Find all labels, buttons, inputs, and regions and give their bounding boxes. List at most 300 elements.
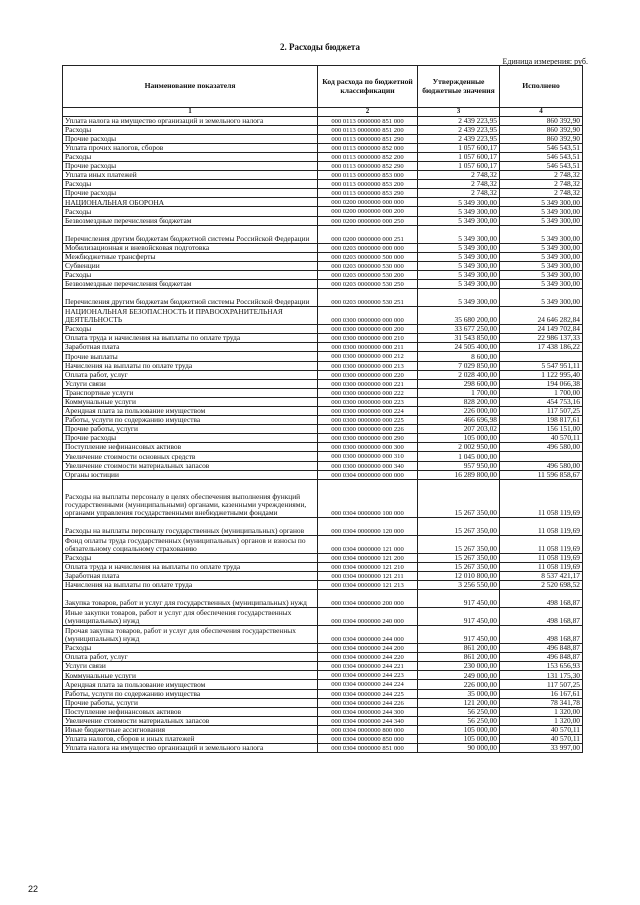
row-name: Уплата налогов, сборов и иных платежей <box>63 735 318 744</box>
row-executed: 1 700,00 <box>500 388 583 397</box>
row-executed: 33 997,00 <box>500 744 583 753</box>
row-approved: 105 000,00 <box>418 735 500 744</box>
row-approved: 90 000,00 <box>418 744 500 753</box>
table-row <box>63 207 583 216</box>
table-row <box>63 562 583 571</box>
table-row <box>63 198 583 207</box>
table-row <box>63 626 583 644</box>
table-row <box>63 406 583 415</box>
row-code: 000 0203 0000000 530 250 <box>318 280 418 289</box>
row-executed: 131 175,30 <box>500 671 583 680</box>
row-executed: 117 507,25 <box>500 406 583 415</box>
row-approved: 12 010 800,00 <box>418 571 500 580</box>
row-approved: 15 267 350,00 <box>418 479 500 517</box>
row-code: 000 0300 0000000 000 340 <box>318 461 418 470</box>
row-approved: 35 680 200,00 <box>418 307 500 325</box>
row-name: Услуги связи <box>63 379 318 388</box>
row-executed: 5 349 300,00 <box>500 207 583 216</box>
row-name: НАЦИОНАЛЬНАЯ БЕЗОПАСНОСТЬ И ПРАВООХРАНИТЕЛЬНАЯ ДЕЯТЕЛЬНОСТЬ <box>63 307 318 325</box>
row-approved: 5 349 300,00 <box>418 207 500 216</box>
row-name: Коммунальные услуги <box>63 671 318 680</box>
row-executed: 198 817,61 <box>500 416 583 425</box>
row-code: 000 0200 0000000 000 200 <box>318 207 418 216</box>
row-approved: 861 200,00 <box>418 653 500 662</box>
table-row <box>63 517 583 535</box>
row-code: 000 0113 0000000 853 290 <box>318 189 418 198</box>
row-code: 000 0300 0000000 000 211 <box>318 343 418 352</box>
row-approved: 15 267 350,00 <box>418 562 500 571</box>
col-number-2: 2 <box>318 108 418 117</box>
header-name: Наименование показателя <box>63 66 318 108</box>
row-approved: 1 057 600,17 <box>418 152 500 161</box>
row-name: Начисления на выплаты по оплате труда <box>63 581 318 590</box>
row-executed: 546 543,51 <box>500 143 583 152</box>
row-executed: 11 058 119,69 <box>500 517 583 535</box>
row-executed: 496 580,00 <box>500 461 583 470</box>
row-approved: 2 748,32 <box>418 180 500 189</box>
row-executed: 5 349 300,00 <box>500 216 583 225</box>
row-approved: 230 000,00 <box>418 662 500 671</box>
row-approved: 5 349 300,00 <box>418 243 500 252</box>
row-code: 000 0304 0000000 244 221 <box>318 662 418 671</box>
row-name: Безвозмездные перечисления бюджетам <box>63 216 318 225</box>
table-row <box>63 416 583 425</box>
row-approved: 16 289 800,00 <box>418 470 500 479</box>
row-name: Расходы <box>63 125 318 134</box>
row-code: 000 0300 0000000 000 290 <box>318 434 418 443</box>
row-executed: 546 543,51 <box>500 152 583 161</box>
row-name: Расходы <box>63 270 318 279</box>
row-approved: 3 256 550,00 <box>418 581 500 590</box>
table-row <box>63 725 583 734</box>
row-code: 000 0304 0000000 244 200 <box>318 644 418 653</box>
row-name: Увеличение стоимости материальных запасов <box>63 461 318 470</box>
row-executed: 40 570,11 <box>500 434 583 443</box>
table-row <box>63 653 583 662</box>
row-name: Расходы на выплаты персоналу в целях обеспечения выполнения функций государственными (муниципальными) органами, казенными учреждениями, органами управления государственными внебюджетными фондами <box>63 479 318 517</box>
row-code: 000 0304 0000000 121 000 <box>318 535 418 553</box>
row-name: Коммунальные услуги <box>63 397 318 406</box>
row-code: 000 0304 0000000 244 226 <box>318 698 418 707</box>
row-code: 000 0200 0000000 000 000 <box>318 198 418 207</box>
row-executed: 5 349 300,00 <box>500 243 583 252</box>
row-code: 000 0113 0000000 851 290 <box>318 134 418 143</box>
header-approved: Утвержденные бюджетные значения <box>418 66 500 108</box>
table-row <box>63 334 583 343</box>
row-name: Уплата налога на имущество организаций и земельного налога <box>63 116 318 125</box>
row-executed: 498 168,87 <box>500 590 583 608</box>
table-row <box>63 744 583 753</box>
row-code: 000 0300 0000000 000 300 <box>318 443 418 452</box>
row-executed: 5 349 300,00 <box>500 261 583 270</box>
row-code: 000 0300 0000000 000 210 <box>318 334 418 343</box>
row-code: 000 0304 0000000 121 211 <box>318 571 418 580</box>
row-name: Расходы <box>63 180 318 189</box>
table-row <box>63 252 583 261</box>
row-approved: 861 200,00 <box>418 644 500 653</box>
row-code: 000 0304 0000000 244 300 <box>318 707 418 716</box>
row-name: Прочие расходы <box>63 162 318 171</box>
row-code: 000 0300 0000000 000 221 <box>318 379 418 388</box>
row-name: Мобилизационная и вневойсковая подготовка <box>63 243 318 252</box>
row-code: 000 0304 0000000 244 225 <box>318 689 418 698</box>
row-code: 000 0203 0000000 530 000 <box>318 261 418 270</box>
row-executed <box>500 352 583 361</box>
row-name: Расходы <box>63 553 318 562</box>
row-approved: 957 950,00 <box>418 461 500 470</box>
row-code: 000 0304 0000000 200 000 <box>318 590 418 608</box>
table-row <box>63 134 583 143</box>
row-approved: 56 250,00 <box>418 716 500 725</box>
row-executed: 496 848,87 <box>500 644 583 653</box>
row-code: 000 0304 0000000 244 224 <box>318 680 418 689</box>
row-approved: 2 748,32 <box>418 171 500 180</box>
row-executed: 860 392,90 <box>500 134 583 143</box>
row-approved: 8 600,00 <box>418 352 500 361</box>
row-approved: 2 748,32 <box>418 189 500 198</box>
row-executed: 153 656,93 <box>500 662 583 671</box>
col-number-3: 3 <box>418 108 500 117</box>
table-row <box>63 162 583 171</box>
row-approved: 5 349 300,00 <box>418 225 500 243</box>
row-name: Заработная плата <box>63 343 318 352</box>
table-row <box>63 397 583 406</box>
row-code: 000 0113 0000000 852 200 <box>318 152 418 161</box>
row-executed: 78 341,78 <box>500 698 583 707</box>
table-row <box>63 707 583 716</box>
row-executed: 5 349 300,00 <box>500 270 583 279</box>
row-executed: 454 753,16 <box>500 397 583 406</box>
table-row <box>63 425 583 434</box>
row-code: 000 0304 0000000 120 000 <box>318 517 418 535</box>
table-row <box>63 243 583 252</box>
table-row <box>63 689 583 698</box>
row-code: 000 0113 0000000 851 200 <box>318 125 418 134</box>
row-approved: 207 203,02 <box>418 425 500 434</box>
row-executed: 1 320,00 <box>500 707 583 716</box>
row-approved: 5 349 300,00 <box>418 261 500 270</box>
table-row <box>63 388 583 397</box>
row-approved: 15 267 350,00 <box>418 517 500 535</box>
table-row <box>63 143 583 152</box>
row-code: 000 0304 0000000 850 000 <box>318 735 418 744</box>
row-name: Увеличение стоимости основных средств <box>63 452 318 461</box>
row-executed: 496 580,00 <box>500 443 583 452</box>
table-row <box>63 261 583 270</box>
row-name: Начисления на выплаты по оплате труда <box>63 361 318 370</box>
row-approved: 105 000,00 <box>418 725 500 734</box>
row-approved: 31 543 850,00 <box>418 334 500 343</box>
row-executed: 2 748,32 <box>500 171 583 180</box>
row-executed: 1 320,00 <box>500 716 583 725</box>
row-approved: 1 057 600,17 <box>418 162 500 171</box>
row-approved: 15 267 350,00 <box>418 553 500 562</box>
row-code: 000 0304 0000000 100 000 <box>318 479 418 517</box>
row-code: 000 0304 0000000 121 200 <box>318 553 418 562</box>
row-executed: 1 122 995,40 <box>500 370 583 379</box>
row-name: Работы, услуги по содержанию имущества <box>63 689 318 698</box>
row-name: Прочие работы, услуги <box>63 698 318 707</box>
table-row <box>63 535 583 553</box>
row-name: Безвозмездные перечисления бюджетам <box>63 280 318 289</box>
table-row <box>63 571 583 580</box>
row-executed: 2 748,32 <box>500 189 583 198</box>
table-row <box>63 307 583 325</box>
table-row <box>63 581 583 590</box>
table-row <box>63 370 583 379</box>
row-code: 000 0300 0000000 000 224 <box>318 406 418 415</box>
row-code: 000 0304 0000000 244 220 <box>318 653 418 662</box>
row-executed: 5 349 300,00 <box>500 198 583 207</box>
row-code: 000 0304 0000000 244 340 <box>318 716 418 725</box>
row-approved: 56 250,00 <box>418 707 500 716</box>
row-code: 000 0300 0000000 000 226 <box>318 425 418 434</box>
row-name: Расходы <box>63 644 318 653</box>
row-code: 000 0300 0000000 000 212 <box>318 352 418 361</box>
row-executed: 16 167,61 <box>500 689 583 698</box>
row-code: 000 0300 0000000 000 000 <box>318 307 418 325</box>
row-approved: 917 450,00 <box>418 590 500 608</box>
row-name: Расходы <box>63 152 318 161</box>
table-row <box>63 443 583 452</box>
row-approved: 2 439 223,95 <box>418 116 500 125</box>
row-executed: 11 058 119,69 <box>500 562 583 571</box>
row-approved: 35 000,00 <box>418 689 500 698</box>
table-body <box>63 116 583 753</box>
table-row <box>63 116 583 125</box>
row-code: 000 0300 0000000 000 220 <box>318 370 418 379</box>
row-approved: 466 696,98 <box>418 416 500 425</box>
row-code: 000 0203 0000000 500 000 <box>318 252 418 261</box>
row-approved: 828 200,00 <box>418 397 500 406</box>
table-row <box>63 461 583 470</box>
row-name: Уплата прочих налогов, сборов <box>63 143 318 152</box>
row-code: 000 0304 0000000 244 223 <box>318 671 418 680</box>
row-executed: 24 646 282,84 <box>500 307 583 325</box>
col-number-4: 4 <box>500 108 583 117</box>
row-code: 000 0300 0000000 000 213 <box>318 361 418 370</box>
table-row <box>63 180 583 189</box>
row-approved: 5 349 300,00 <box>418 198 500 207</box>
row-executed: 194 066,38 <box>500 379 583 388</box>
table-row <box>63 379 583 388</box>
table-row <box>63 189 583 198</box>
row-code: 000 0300 0000000 000 310 <box>318 452 418 461</box>
row-code: 000 0200 0000000 000 250 <box>318 216 418 225</box>
row-executed: 5 349 300,00 <box>500 289 583 307</box>
row-executed: 24 149 702,84 <box>500 325 583 334</box>
table-row <box>63 352 583 361</box>
row-code: 000 0304 0000000 800 000 <box>318 725 418 734</box>
table-row <box>63 361 583 370</box>
row-executed: 11 596 858,67 <box>500 470 583 479</box>
col-number-1: 1 <box>63 108 318 117</box>
row-name: Закупка товаров, работ и услуг для государственных (муниципальных) нужд <box>63 590 318 608</box>
row-approved: 2 028 400,00 <box>418 370 500 379</box>
table-row <box>63 434 583 443</box>
row-name: Оплата труда и начисления на выплаты по оплате труда <box>63 562 318 571</box>
row-executed: 5 547 951,11 <box>500 361 583 370</box>
row-name: Прочие расходы <box>63 434 318 443</box>
row-approved: 24 505 400,00 <box>418 343 500 352</box>
row-executed: 11 058 119,69 <box>500 535 583 553</box>
table-row <box>63 735 583 744</box>
table-row <box>63 216 583 225</box>
row-executed: 496 848,87 <box>500 653 583 662</box>
table-row <box>63 343 583 352</box>
row-executed: 40 570,11 <box>500 725 583 734</box>
header-code: Код расхода по бюджетной классификации <box>318 66 418 108</box>
row-name: Перечисления другим бюджетам бюджетной системы Российской Федерации <box>63 225 318 243</box>
expenditure-table <box>62 65 583 753</box>
row-code: 000 0304 0000000 121 210 <box>318 562 418 571</box>
row-name: Уплата иных платежей <box>63 171 318 180</box>
header-executed: Исполнено <box>500 66 583 108</box>
row-code: 000 0203 0000000 530 200 <box>318 270 418 279</box>
row-name: Работы, услуги по содержанию имущества <box>63 416 318 425</box>
row-executed: 2 520 698,52 <box>500 581 583 590</box>
page-number: 22 <box>28 884 39 894</box>
table-row <box>63 553 583 562</box>
row-executed: 117 507,25 <box>500 680 583 689</box>
row-approved: 2 002 950,00 <box>418 443 500 452</box>
row-name: Поступление нефинансовых активов <box>63 443 318 452</box>
row-name: Прочие расходы <box>63 134 318 143</box>
table-row <box>63 325 583 334</box>
row-executed: 546 543,51 <box>500 162 583 171</box>
row-name: Поступление нефинансовых активов <box>63 707 318 716</box>
row-approved: 1 700,00 <box>418 388 500 397</box>
row-name: Оплата работ, услуг <box>63 370 318 379</box>
row-approved: 2 439 223,95 <box>418 134 500 143</box>
row-approved: 5 349 300,00 <box>418 270 500 279</box>
row-code: 000 0113 0000000 851 000 <box>318 116 418 125</box>
row-name: Услуги связи <box>63 662 318 671</box>
row-code: 000 0200 0000000 000 251 <box>318 225 418 243</box>
row-approved: 121 200,00 <box>418 698 500 707</box>
row-executed: 498 168,87 <box>500 626 583 644</box>
row-approved: 15 267 350,00 <box>418 535 500 553</box>
row-approved: 105 000,00 <box>418 434 500 443</box>
row-code: 000 0300 0000000 000 225 <box>318 416 418 425</box>
row-code: 000 0300 0000000 000 223 <box>318 397 418 406</box>
row-executed: 17 438 186,22 <box>500 343 583 352</box>
row-code: 000 0304 0000000 240 000 <box>318 608 418 626</box>
row-name: Прочие работы, услуги <box>63 425 318 434</box>
row-approved: 1 045 000,00 <box>418 452 500 461</box>
row-approved: 249 000,00 <box>418 671 500 680</box>
row-executed: 11 058 119,69 <box>500 479 583 517</box>
row-approved: 1 057 600,17 <box>418 143 500 152</box>
row-approved: 226 000,00 <box>418 406 500 415</box>
row-code: 000 0203 0000000 530 251 <box>318 289 418 307</box>
row-approved: 298 600,00 <box>418 379 500 388</box>
row-executed: 8 537 421,17 <box>500 571 583 580</box>
table-row <box>63 716 583 725</box>
table-row <box>63 289 583 307</box>
row-code: 000 0113 0000000 853 000 <box>318 171 418 180</box>
row-name: Иные закупки товаров, работ и услуг для обеспечения государственных (муниципальных) нужд <box>63 608 318 626</box>
row-name: Расходы <box>63 325 318 334</box>
row-code: 000 0113 0000000 853 200 <box>318 180 418 189</box>
row-name: Транспортные услуги <box>63 388 318 397</box>
row-name: Расходы <box>63 207 318 216</box>
row-approved: 226 000,00 <box>418 680 500 689</box>
row-approved: 917 450,00 <box>418 608 500 626</box>
row-executed: 860 392,90 <box>500 116 583 125</box>
row-executed: 2 748,32 <box>500 180 583 189</box>
table-row <box>63 125 583 134</box>
row-executed: 22 986 137,33 <box>500 334 583 343</box>
row-approved: 917 450,00 <box>418 626 500 644</box>
row-code: 000 0113 0000000 852 290 <box>318 162 418 171</box>
row-name: Заработная плата <box>63 571 318 580</box>
row-executed: 860 392,90 <box>500 125 583 134</box>
row-name: Межбюджетные трансферты <box>63 252 318 261</box>
table-row <box>63 680 583 689</box>
unit-label: Единица измерения: руб. <box>502 57 588 66</box>
table-row <box>63 270 583 279</box>
row-name: Субвенции <box>63 261 318 270</box>
row-approved: 33 677 250,00 <box>418 325 500 334</box>
row-approved: 7 029 850,00 <box>418 361 500 370</box>
row-executed: 498 168,87 <box>500 608 583 626</box>
row-approved: 2 439 223,95 <box>418 125 500 134</box>
row-executed: 11 058 119,69 <box>500 553 583 562</box>
row-approved: 5 349 300,00 <box>418 280 500 289</box>
row-code: 000 0304 0000000 121 213 <box>318 581 418 590</box>
row-code: 000 0304 0000000 851 000 <box>318 744 418 753</box>
row-name: Перечисления другим бюджетам бюджетной системы Российской Федерации <box>63 289 318 307</box>
row-name: Оплата работ, услуг <box>63 653 318 662</box>
row-name: Органы юстиции <box>63 470 318 479</box>
row-code: 000 0304 0000000 000 000 <box>318 470 418 479</box>
table-row <box>63 225 583 243</box>
row-name: НАЦИОНАЛЬНАЯ ОБОРОНА <box>63 198 318 207</box>
table-row <box>63 590 583 608</box>
row-executed: 40 570,11 <box>500 735 583 744</box>
table-row <box>63 662 583 671</box>
row-name: Уплата налога на имущество организаций и земельного налога <box>63 744 318 753</box>
row-code: 000 0300 0000000 000 200 <box>318 325 418 334</box>
table-row <box>63 671 583 680</box>
row-executed: 5 349 300,00 <box>500 280 583 289</box>
row-executed: 5 349 300,00 <box>500 225 583 243</box>
page-title: 2. Расходы бюджета <box>280 42 360 52</box>
row-approved: 5 349 300,00 <box>418 216 500 225</box>
table-row <box>63 644 583 653</box>
row-name: Прочие расходы <box>63 189 318 198</box>
row-executed: 5 349 300,00 <box>500 252 583 261</box>
row-name: Прочая закупка товаров, работ и услуг для обеспечения государственных (муниципальных) нужд <box>63 626 318 644</box>
row-code: 000 0203 0000000 000 000 <box>318 243 418 252</box>
row-approved: 5 349 300,00 <box>418 252 500 261</box>
row-name: Прочие выплаты <box>63 352 318 361</box>
row-name: Увеличение стоимости материальных запасов <box>63 716 318 725</box>
table-row <box>63 171 583 180</box>
table-row <box>63 608 583 626</box>
row-code: 000 0304 0000000 244 000 <box>318 626 418 644</box>
table-row <box>63 452 583 461</box>
row-approved: 5 349 300,00 <box>418 289 500 307</box>
row-code: 000 0300 0000000 000 222 <box>318 388 418 397</box>
table-row <box>63 152 583 161</box>
row-code: 000 0113 0000000 852 000 <box>318 143 418 152</box>
row-name: Оплата труда и начисления на выплаты по оплате труда <box>63 334 318 343</box>
row-name: Расходы на выплаты персоналу государственных (муниципальных) органов <box>63 517 318 535</box>
row-name: Арендная плата за пользование имуществом <box>63 680 318 689</box>
table-row <box>63 280 583 289</box>
